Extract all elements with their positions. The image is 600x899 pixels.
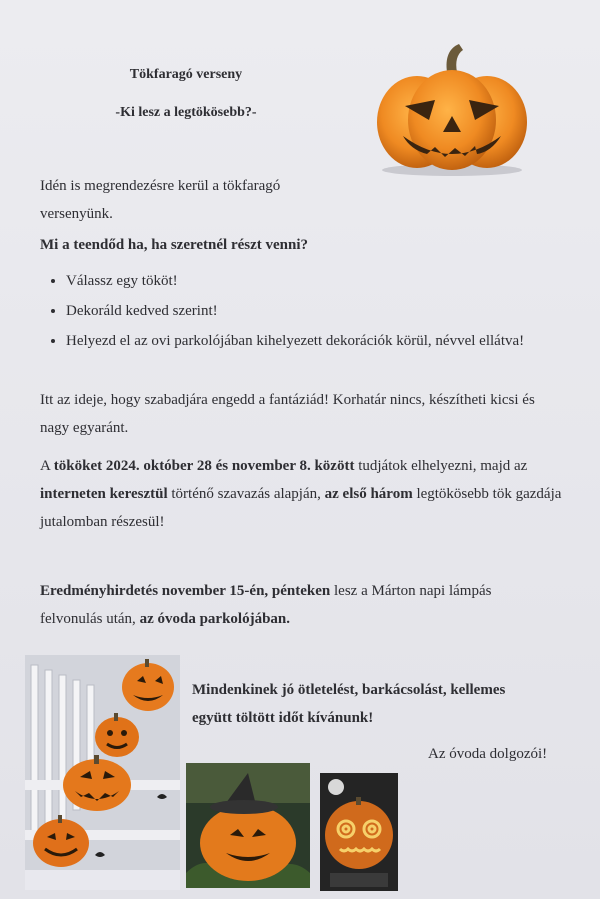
signature: Az óvoda dolgozói! bbox=[428, 746, 548, 762]
swirl-pumpkin-photo bbox=[320, 773, 398, 891]
result-bold: Eredményhirdetés november 15-én, pénteken bbox=[40, 583, 331, 599]
jack-o-lantern-image bbox=[365, 40, 535, 180]
result-paragraph bbox=[40, 577, 540, 633]
page-title: Tökfaragó verseny bbox=[129, 67, 243, 82]
list-item: • Helyezd el az ovi parkolójában kihelyezett dekorációk körül, névvel ellátva! bbox=[66, 327, 566, 355]
result-bold: az óvoda parkolójában. bbox=[139, 611, 291, 627]
question-heading: Mi a teendőd ha, ha szeretnél részt venni? bbox=[40, 237, 309, 253]
page-subtitle: -Ki lesz a legtökösebb?- bbox=[115, 105, 257, 120]
date-paragraph bbox=[40, 452, 565, 536]
date-text: tudjátok elhelyezni, majd az bbox=[354, 458, 528, 474]
intro-paragraph: Idén is megrendezésre kerül a tökfaragó versenyünk. bbox=[40, 178, 281, 222]
result-text: lesz a Márton napi lámpás felvonulás után, bbox=[40, 583, 492, 627]
title-block bbox=[100, 66, 272, 122]
wish-paragraph: Mindenkinek jó ötletelést, barkácsolást, kellemes együtt töltött időt kívánunk! bbox=[192, 682, 506, 726]
date-text: A bbox=[40, 458, 54, 474]
idea-paragraph: Itt az ideje, hogy szabadjára engedd a fantáziád! Korhatár nincs, készítheti kicsi és nagy egyaránt. bbox=[40, 392, 535, 436]
date-text: legtökösebb tök gazdája jutalomban részesül! bbox=[40, 486, 562, 530]
pumpkins-on-steps-photo bbox=[25, 655, 180, 890]
date-text: történő szavazás alapján, bbox=[167, 486, 325, 502]
steps-list bbox=[40, 267, 566, 357]
date-bold: az első három bbox=[324, 486, 413, 502]
date-bold: interneten keresztül bbox=[40, 486, 168, 502]
witch-pumpkin-photo bbox=[186, 763, 310, 888]
list-item: • Válassz egy tököt! bbox=[66, 267, 566, 295]
list-item: • Dekoráld kedved szerint! bbox=[66, 297, 566, 325]
date-bold: tököket 2024. október 28 és november 8. között bbox=[53, 458, 355, 474]
